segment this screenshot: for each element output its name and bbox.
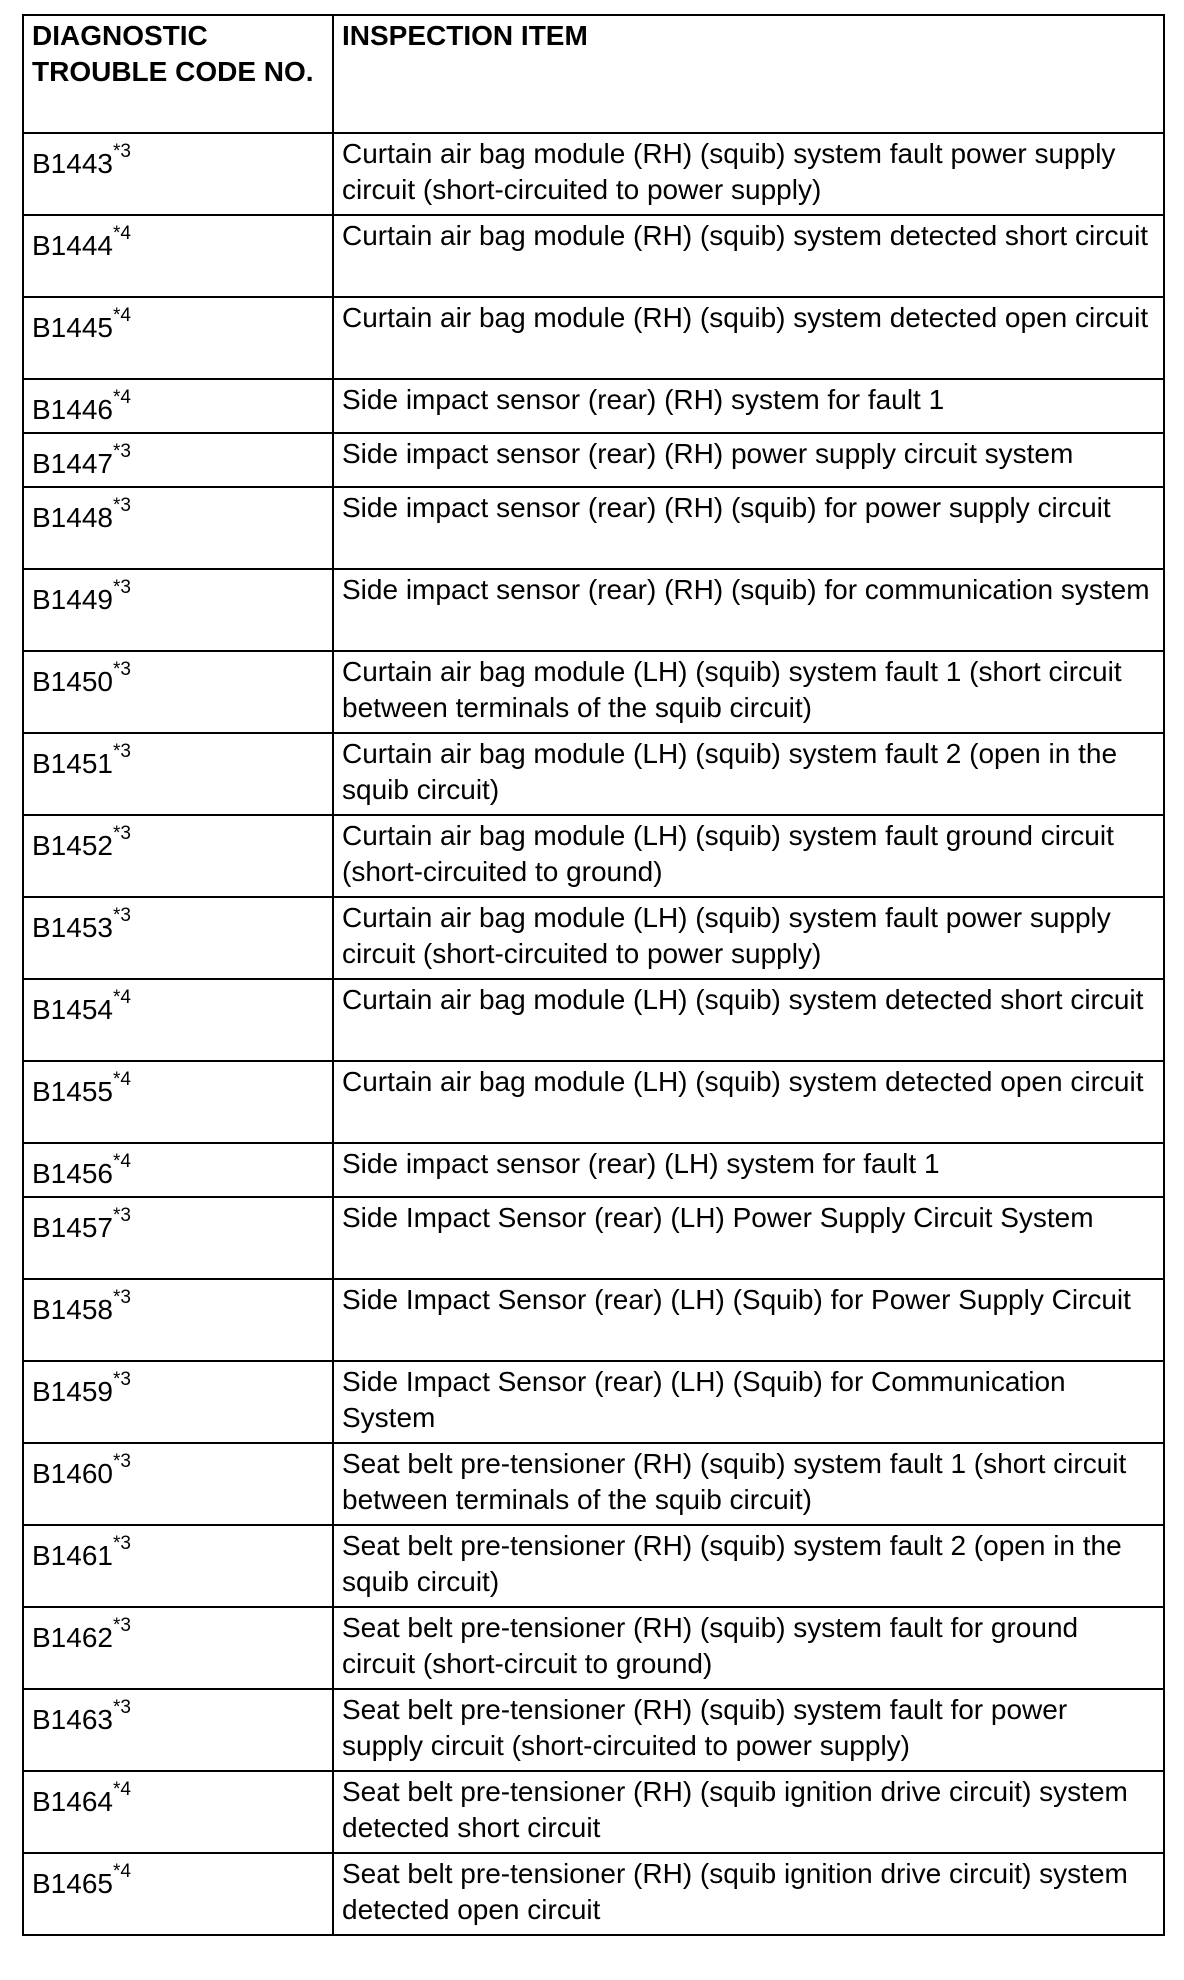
- dtc-note: *4: [112, 987, 131, 1008]
- dtc-note: *3: [112, 1451, 131, 1472]
- table-row: [23, 1443, 1164, 1525]
- dtc-note: *3: [112, 659, 131, 680]
- inspection-item: Side impact sensor (rear) (LH) system for fault 1: [333, 1143, 1164, 1197]
- dtc-code: B1453: [32, 912, 113, 943]
- inspection-item: Side impact sensor (rear) (RH) power supply circuit system: [333, 433, 1164, 487]
- dtc-note: *4: [112, 1861, 131, 1882]
- inspection-item: Curtain air bag module (RH) (squib) system detected short circuit: [333, 215, 1164, 297]
- table-row: [23, 733, 1164, 815]
- dtc-code-cell: [23, 1197, 333, 1279]
- dtc-code-cell: [23, 297, 333, 379]
- inspection-item: Seat belt pre-tensioner (RH) (squib ignition drive circuit) system detected short circuit: [333, 1771, 1164, 1853]
- dtc-code: B1454: [32, 994, 113, 1025]
- dtc-note: *3: [112, 441, 131, 462]
- inspection-item: Seat belt pre-tensioner (RH) (squib) system fault for power supply circuit (short-circuited to power supply): [333, 1689, 1164, 1771]
- header-inspection-item: INSPECTION ITEM: [333, 15, 1164, 133]
- table-row: [23, 1525, 1164, 1607]
- dtc-code-cell: [23, 379, 333, 433]
- dtc-note: *3: [112, 1205, 131, 1226]
- table-row: [23, 815, 1164, 897]
- table-row: [23, 1143, 1164, 1197]
- dtc-code-cell: [23, 979, 333, 1061]
- dtc-code-cell: [23, 651, 333, 733]
- table-row: [23, 1197, 1164, 1279]
- inspection-item: Curtain air bag module (LH) (squib) system fault power supply circuit (short-circuited to power supply): [333, 897, 1164, 979]
- dtc-code-cell: [23, 1525, 333, 1607]
- table-row: [23, 1361, 1164, 1443]
- dtc-code: B1448: [32, 502, 113, 533]
- dtc-code-cell: [23, 1143, 333, 1197]
- dtc-code: B1458: [32, 1294, 113, 1325]
- dtc-code: B1452: [32, 830, 113, 861]
- header-row: [23, 15, 1164, 133]
- dtc-table: [22, 14, 1165, 1936]
- inspection-item: Side Impact Sensor (rear) (LH) Power Supply Circuit System: [333, 1197, 1164, 1279]
- dtc-code: B1451: [32, 748, 113, 779]
- dtc-code-cell: [23, 897, 333, 979]
- dtc-code-cell: [23, 569, 333, 651]
- inspection-item: Side Impact Sensor (rear) (LH) (Squib) for Communication System: [333, 1361, 1164, 1443]
- dtc-code-cell: [23, 1279, 333, 1361]
- dtc-note: *4: [112, 1069, 131, 1090]
- dtc-note: *3: [112, 741, 131, 762]
- table-row: [23, 897, 1164, 979]
- inspection-item: Seat belt pre-tensioner (RH) (squib ignition drive circuit) system detected open circuit: [333, 1853, 1164, 1935]
- dtc-code-cell: [23, 815, 333, 897]
- table-row: [23, 651, 1164, 733]
- dtc-code: B1464: [32, 1786, 113, 1817]
- dtc-code: B1450: [32, 666, 113, 697]
- inspection-item: Curtain air bag module (RH) (squib) system fault power supply circuit (short-circuited to power supply): [333, 133, 1164, 215]
- inspection-item: Curtain air bag module (LH) (squib) system fault ground circuit (short-circuited to ground): [333, 815, 1164, 897]
- dtc-code-cell: [23, 1771, 333, 1853]
- dtc-code: B1460: [32, 1458, 113, 1489]
- table-row: [23, 1607, 1164, 1689]
- dtc-code: B1446: [32, 394, 113, 425]
- table-row: [23, 1853, 1164, 1935]
- dtc-note: *4: [112, 1779, 131, 1800]
- inspection-item: Curtain air bag module (LH) (squib) system fault 1 (short circuit between terminals of the squib circuit): [333, 651, 1164, 733]
- dtc-note: *3: [112, 1697, 131, 1718]
- dtc-code-cell: [23, 1853, 333, 1935]
- dtc-code-cell: [23, 133, 333, 215]
- inspection-item: Side impact sensor (rear) (RH) system for fault 1: [333, 379, 1164, 433]
- inspection-item: Seat belt pre-tensioner (RH) (squib) system fault for ground circuit (short-circuit to ground): [333, 1607, 1164, 1689]
- inspection-item: Curtain air bag module (RH) (squib) system detected open circuit: [333, 297, 1164, 379]
- inspection-item: Curtain air bag module (LH) (squib) system fault 2 (open in the squib circuit): [333, 733, 1164, 815]
- dtc-code: B1463: [32, 1704, 113, 1735]
- dtc-code-cell: [23, 1443, 333, 1525]
- dtc-code: B1444: [32, 230, 113, 261]
- dtc-code-cell: [23, 1607, 333, 1689]
- dtc-code: B1462: [32, 1622, 113, 1653]
- dtc-code-cell: [23, 215, 333, 297]
- inspection-item: Curtain air bag module (LH) (squib) system detected open circuit: [333, 1061, 1164, 1143]
- dtc-note: *4: [112, 223, 131, 244]
- dtc-note: *3: [112, 1287, 131, 1308]
- header-dtc-no: DIAGNOSTIC TROUBLE CODE NO.: [23, 15, 333, 133]
- dtc-note: *4: [112, 387, 131, 408]
- dtc-code: B1459: [32, 1376, 113, 1407]
- dtc-code-cell: [23, 433, 333, 487]
- dtc-note: *3: [112, 577, 131, 598]
- inspection-item: Curtain air bag module (LH) (squib) system detected short circuit: [333, 979, 1164, 1061]
- dtc-code: B1455: [32, 1076, 113, 1107]
- inspection-item: Side impact sensor (rear) (RH) (squib) for power supply circuit: [333, 487, 1164, 569]
- dtc-code: B1461: [32, 1540, 113, 1571]
- dtc-note: *3: [112, 495, 131, 516]
- table-row: [23, 215, 1164, 297]
- dtc-note: *3: [112, 1533, 131, 1554]
- table-row: [23, 979, 1164, 1061]
- table-row: [23, 1689, 1164, 1771]
- table-row: [23, 133, 1164, 215]
- dtc-note: *3: [112, 1615, 131, 1636]
- dtc-code-cell: [23, 1361, 333, 1443]
- dtc-note: *4: [112, 305, 131, 326]
- dtc-note: *3: [112, 823, 131, 844]
- table-row: [23, 1771, 1164, 1853]
- table-row: [23, 487, 1164, 569]
- dtc-code: B1449: [32, 584, 113, 615]
- dtc-code: B1443: [32, 148, 113, 179]
- dtc-code: B1456: [32, 1158, 113, 1189]
- dtc-note: *3: [112, 905, 131, 926]
- dtc-code: B1457: [32, 1212, 113, 1243]
- dtc-note: *4: [112, 1151, 131, 1172]
- dtc-code: B1465: [32, 1868, 113, 1899]
- dtc-code: B1445: [32, 312, 113, 343]
- table-row: [23, 1061, 1164, 1143]
- inspection-item: Side Impact Sensor (rear) (LH) (Squib) for Power Supply Circuit: [333, 1279, 1164, 1361]
- dtc-code-cell: [23, 733, 333, 815]
- dtc-note: *3: [112, 141, 131, 162]
- inspection-item: Seat belt pre-tensioner (RH) (squib) system fault 2 (open in the squib circuit): [333, 1525, 1164, 1607]
- table-row: [23, 379, 1164, 433]
- dtc-code: B1447: [32, 448, 113, 479]
- table-row: [23, 297, 1164, 379]
- dtc-code-cell: [23, 487, 333, 569]
- inspection-item: Seat belt pre-tensioner (RH) (squib) system fault 1 (short circuit between terminals of the squib circuit): [333, 1443, 1164, 1525]
- table-row: [23, 433, 1164, 487]
- inspection-item: Side impact sensor (rear) (RH) (squib) for communication system: [333, 569, 1164, 651]
- table-row: [23, 569, 1164, 651]
- table-row: [23, 1279, 1164, 1361]
- dtc-code-cell: [23, 1689, 333, 1771]
- dtc-note: *3: [112, 1369, 131, 1390]
- dtc-code-cell: [23, 1061, 333, 1143]
